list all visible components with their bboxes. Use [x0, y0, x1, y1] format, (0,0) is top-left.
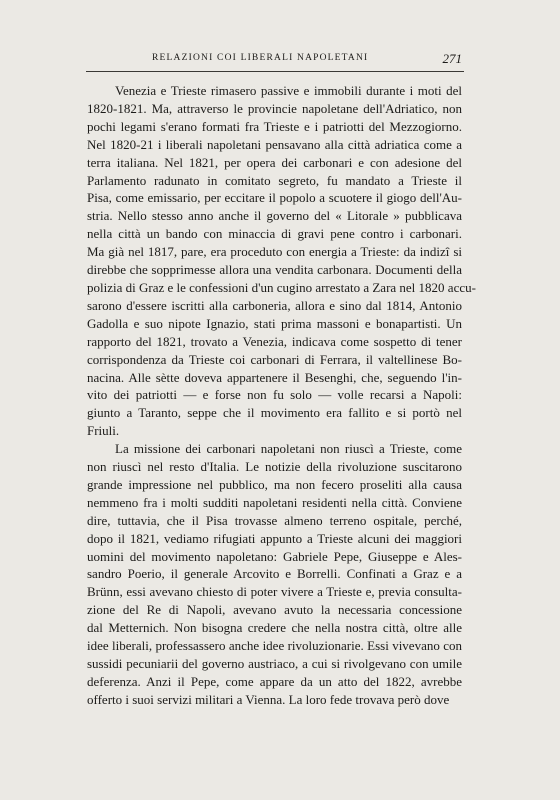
text-line: Nel 1820-21 i liberali napoletani pensavano alla città adriatica come a	[87, 136, 462, 152]
text-line: zione del Re di Napoli, avevano avuto la necessaria concessione	[87, 602, 462, 618]
text-line: deferenza. Anzi il Pepe, come appare da un atto del 1822, avrebbe	[87, 673, 462, 689]
text-line: sarono d'essere iscritti alla carboneria, allora e sino dal 1814, Antonio	[87, 297, 462, 313]
text-line: Friuli.	[87, 423, 120, 439]
text-line: uomini del movimento napoletano: Gabriele Pepe, Giuseppe e Ales-	[87, 548, 462, 564]
text-line: giunto a Taranto, seppe che il movimento era fallito e si portò nel	[87, 405, 462, 421]
text-line: dire, tuttavia, che il Pisa trovasse almeno terreno ospitale, perché,	[87, 512, 462, 528]
text-line: sussidi pecuniarii del governo austriaco, a cui si rivolgevano con umile	[87, 656, 462, 671]
text-line: Gadolla e suo nipote Ignazio, stati prima massoni e bonapartisti. Un	[87, 315, 462, 331]
body-text	[87, 82, 476, 709]
text-line: nemmeno fra i molti sudditi napoletani residenti nella città. Conviene	[87, 494, 462, 510]
text-line: offerto i suoi servizi militari a Vienna. La loro fede trovava però dove	[87, 691, 450, 707]
running-head: RELAZIONI COI LIBERALI NAPOLETANI	[152, 53, 369, 63]
paragraph	[87, 82, 476, 440]
text-line: Pisa, come emissario, per eccitare il popolo a scuotere il giogo dell'Au-	[87, 190, 462, 206]
text-line: La missione dei carbonari napoletani non riuscì a Trieste, come	[115, 441, 462, 457]
text-line: Parlamento radunato in comitato segreto, fu mandato a Trieste il	[87, 172, 462, 188]
text-line: stria. Nello stesso anno anche il governo del « Litorale » pubblicava	[87, 208, 462, 224]
text-line: non riuscì nel resto d'Italia. Le notizie della rivoluzione suscitarono	[87, 459, 462, 475]
header-rule	[86, 71, 464, 72]
text-line: corrispondenza da Trieste coi carbonari di Ferrara, il valtellinese Bo-	[87, 351, 462, 367]
text-line: 1820-1821. Ma, attraverso le provincie napoletane dell'Adriatico, non	[87, 100, 462, 116]
text-line: grande impressione nel pubblico, ma non fecero proseliti alla causa	[87, 476, 462, 492]
text-line: polizia di Graz e le confessioni d'un cugino arrestato a Zara nel 1820 accu-	[87, 279, 476, 295]
text-line: idee liberali, professassero anche idee rivoluzionarie. Essi vivevano con	[87, 638, 462, 654]
text-line: dopo il 1821, vediamo rifugiati appunto a Trieste alcuni dei maggiori	[87, 530, 462, 546]
text-line: pochi legami s'erano formati fra Trieste e i patriotti del Mezzogiorno.	[87, 118, 462, 134]
text-line: direbbe che sopprimesse allora una vendita carbonara. Documenti della	[87, 262, 462, 278]
text-line: terra italiana. Nel 1821, per opera dei carbonari e con adesione del	[87, 154, 462, 170]
text-line: Brünn, essi avevano chiesto di poter vivere a Trieste e, previa consulta-	[87, 584, 462, 600]
text-line: nella città un bando con minaccia di gravi pene contro i carbonari.	[87, 226, 462, 242]
text-line: Venezia e Trieste rimasero passive e immobili durante i moti del	[115, 83, 462, 98]
text-line: nacina. Alle sètte doveva appartenere il Besenghi, che, seguendo l'in-	[87, 369, 462, 385]
text-line: vito dei patriotti — e forse non fu solo — volle recarsi a Napoli:	[87, 387, 462, 403]
page-header	[86, 52, 464, 68]
text-line: dal Metternich. Non bisogna credere che nella nostra città, oltre alle	[87, 620, 462, 636]
text-line: Ma già nel 1817, pare, era proceduto con energia a Trieste: da indizî si	[87, 244, 462, 260]
text-line: rapporto del 1821, trovato a Venezia, indicava come sospetto di tener	[87, 333, 462, 349]
text-line: sandro Poerio, il generale Arcovito e Borrelli. Confinati a Graz e a	[87, 566, 462, 582]
paragraph	[87, 440, 462, 709]
page-number: 271	[442, 51, 462, 66]
